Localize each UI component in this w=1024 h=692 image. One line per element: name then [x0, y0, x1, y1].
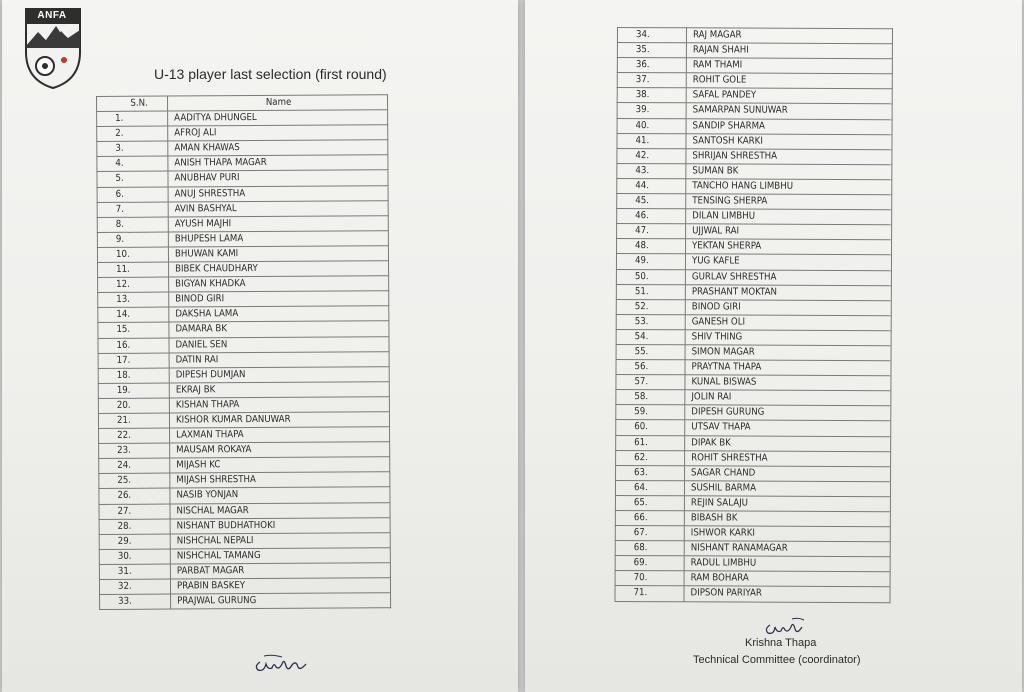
row-serial-number: 62. — [616, 450, 685, 465]
table-row — [98, 397, 389, 414]
row-player-name: SHRIJAN SHRESTHA — [686, 149, 892, 165]
table-header-row — [97, 95, 388, 112]
table-row — [617, 224, 892, 240]
table-row — [617, 148, 892, 164]
row-player-name: DATIN RAI — [169, 351, 389, 367]
row-serial-number: 40. — [617, 118, 686, 133]
row-player-name: SAFAL PANDEY — [686, 88, 892, 104]
table-row — [98, 321, 389, 338]
table-row — [617, 73, 892, 89]
table-row — [99, 548, 390, 565]
row-serial-number: 36. — [617, 58, 686, 73]
row-serial-number: 33. — [100, 594, 171, 610]
row-player-name: ROHIT GOLE — [686, 73, 892, 89]
row-serial-number: 15. — [98, 322, 169, 338]
table-row — [99, 457, 390, 474]
row-serial-number: 35. — [617, 43, 686, 58]
row-serial-number: 34. — [617, 28, 686, 43]
row-player-name: NASIB YONJAN — [170, 487, 390, 503]
table-row — [617, 58, 892, 74]
row-serial-number: 30. — [99, 549, 170, 565]
row-player-name: DANIEL SEN — [169, 336, 389, 352]
row-serial-number: 10. — [97, 247, 168, 263]
row-player-name: BHUWAN KAMI — [168, 246, 388, 262]
table-row — [616, 375, 891, 391]
table-row — [615, 556, 890, 572]
row-serial-number: 66. — [615, 510, 684, 525]
table-row — [99, 487, 390, 504]
table-row — [99, 517, 390, 534]
table-row — [616, 450, 891, 466]
row-player-name: JOLIN RAI — [685, 390, 891, 406]
row-player-name: ROHIT SHRESTHA — [685, 450, 891, 466]
row-player-name: KISHOR KUMAR DANUWAR — [169, 412, 389, 428]
row-serial-number: 55. — [616, 344, 685, 359]
row-serial-number: 19. — [98, 383, 169, 399]
row-player-name: ANUJ SHRESTHA — [168, 185, 388, 201]
table-row — [617, 194, 892, 210]
row-player-name: NISHANT BUDHATHOKI — [170, 517, 390, 533]
row-player-name: SANDIP SHARMA — [686, 118, 892, 134]
row-serial-number: 43. — [617, 163, 686, 178]
table-row — [97, 246, 388, 263]
row-serial-number: 32. — [99, 579, 170, 595]
row-player-name: TENSING SHERPA — [686, 194, 892, 210]
row-player-name: PARBAT MAGAR — [170, 563, 390, 579]
row-serial-number: 20. — [98, 398, 169, 414]
row-serial-number: 37. — [617, 73, 686, 88]
row-serial-number: 24. — [99, 458, 170, 474]
row-player-name: MIJASH KC — [170, 457, 390, 473]
table-row — [616, 435, 891, 451]
row-player-name: DIPESH DUMJAN — [169, 366, 389, 382]
row-player-name: AYUSH MAJHI — [168, 215, 388, 231]
row-player-name: BIGYAN KHADKA — [169, 276, 389, 292]
left-page — [2, 0, 518, 692]
row-serial-number: 59. — [616, 405, 685, 420]
table-row — [98, 412, 389, 429]
table-row — [99, 472, 390, 489]
row-player-name: PRAYTNA THAPA — [685, 360, 891, 376]
row-player-name: DILAN LIMBHU — [686, 209, 892, 225]
table-row — [615, 480, 890, 496]
row-player-name: DIPAK BK — [685, 435, 891, 451]
header-sn: S.N. — [97, 96, 168, 112]
row-player-name: AFROJ ALI — [168, 125, 388, 141]
table-row — [98, 306, 389, 323]
row-player-name: SUSHIL BARMA — [684, 481, 890, 497]
table-row — [616, 344, 891, 360]
table-row — [616, 465, 891, 481]
table-row — [99, 532, 390, 549]
table-row — [99, 563, 390, 580]
row-player-name: TANCHO HANG LIMBHU — [686, 179, 892, 195]
row-serial-number: 1. — [97, 111, 168, 127]
row-player-name: SANTOSH KARKI — [686, 133, 892, 149]
row-serial-number: 28. — [99, 519, 170, 535]
row-serial-number: 7. — [97, 202, 168, 218]
table-row — [616, 329, 891, 345]
row-serial-number: 38. — [617, 88, 686, 103]
row-serial-number: 29. — [99, 534, 170, 550]
row-player-name: AADITYA DHUNGEL — [168, 110, 388, 126]
row-serial-number: 71. — [615, 586, 684, 601]
row-serial-number: 6. — [97, 187, 168, 203]
table-row — [97, 231, 388, 248]
row-player-name: BINOD GIRI — [685, 299, 891, 315]
row-serial-number: 53. — [616, 314, 685, 329]
row-player-name: YEKTAN SHERPA — [686, 239, 892, 255]
row-serial-number: 50. — [616, 269, 685, 284]
table-row — [100, 593, 391, 610]
row-serial-number: 11. — [98, 262, 169, 278]
table-row — [615, 571, 890, 587]
table-row — [617, 43, 892, 59]
row-player-name: SAGAR CHAND — [685, 466, 891, 482]
row-player-name: GURLAV SHRESTHA — [685, 269, 891, 285]
row-player-name: DIPSON PARIYAR — [684, 586, 890, 602]
row-serial-number: 47. — [617, 224, 686, 239]
row-player-name: EKRAJ BK — [169, 381, 389, 397]
table-row — [97, 140, 388, 157]
signature-right — [762, 615, 810, 639]
table-row — [617, 133, 892, 149]
row-player-name: NISHCHAL TAMANG — [170, 548, 390, 564]
table-row — [617, 239, 892, 255]
row-player-name: RADUL LIMBHU — [684, 556, 890, 572]
handwritten-signature-icon — [252, 650, 312, 676]
row-player-name: MAUSAM ROKAYA — [170, 442, 390, 458]
table-row — [615, 510, 890, 526]
row-serial-number: 67. — [615, 526, 684, 541]
handwritten-signature-icon — [762, 615, 810, 639]
table-row — [616, 420, 891, 436]
table-row — [98, 276, 389, 293]
table-row — [99, 427, 390, 444]
row-player-name: AMAN KHAWAS — [168, 140, 388, 156]
signer-role: Technical Committee (coordinator) — [693, 654, 861, 666]
row-player-name: KUNAL BISWAS — [685, 375, 891, 391]
row-serial-number: 21. — [98, 413, 169, 429]
row-player-name: SIMON MAGAR — [685, 345, 891, 361]
table-row — [617, 209, 892, 225]
row-serial-number: 3. — [97, 141, 168, 157]
table-row — [617, 163, 892, 179]
row-player-name: DIPESH GURUNG — [685, 405, 891, 421]
row-serial-number: 16. — [98, 338, 169, 354]
table-row — [615, 495, 890, 511]
table-row — [616, 405, 891, 421]
row-serial-number: 22. — [99, 428, 170, 444]
row-serial-number: 64. — [615, 480, 684, 495]
row-serial-number: 51. — [616, 284, 685, 299]
table-row — [98, 381, 389, 398]
logo-text: ANFA — [37, 10, 67, 21]
row-player-name: SHIV THING — [685, 330, 891, 346]
table-row — [99, 442, 390, 459]
row-player-name: REJIN SALAJU — [684, 496, 890, 512]
table-row — [98, 291, 389, 308]
table-row — [615, 586, 890, 602]
table-row — [97, 170, 388, 187]
table-row — [617, 103, 892, 119]
table-row — [615, 526, 890, 542]
row-player-name: NISCHAL MAGAR — [170, 502, 390, 518]
player-table-right — [614, 27, 893, 603]
row-player-name: PRAJWAL GURUNG — [171, 593, 391, 609]
table-row — [617, 118, 892, 134]
row-serial-number: 9. — [97, 232, 168, 248]
row-serial-number: 52. — [616, 299, 685, 314]
table-row — [617, 88, 892, 104]
row-player-name: UJJWAL RAI — [686, 224, 892, 240]
table-row — [617, 28, 892, 44]
row-player-name: UTSAV THAPA — [685, 420, 891, 436]
row-player-name: PRASHANT MOKTAN — [685, 284, 891, 300]
row-serial-number: 26. — [99, 488, 170, 504]
row-player-name: PRABIN BASKEY — [170, 578, 390, 594]
table-row — [99, 502, 390, 519]
header-name: Name — [168, 95, 388, 111]
table-row — [98, 366, 389, 383]
table-row — [97, 200, 388, 217]
table-row — [616, 360, 891, 376]
row-serial-number: 27. — [99, 504, 170, 520]
row-serial-number: 60. — [616, 420, 685, 435]
row-player-name: SUMAN BK — [686, 164, 892, 180]
row-serial-number: 44. — [617, 178, 686, 193]
table-row — [97, 215, 388, 232]
table-row — [616, 314, 891, 330]
row-serial-number: 13. — [98, 292, 169, 308]
table-row — [617, 178, 892, 194]
row-serial-number: 61. — [616, 435, 685, 450]
row-player-name: RAJAN SHAHI — [686, 43, 892, 59]
row-player-name: BIBASH BK — [684, 511, 890, 527]
row-player-name: BIBEK CHAUDHARY — [169, 261, 389, 277]
row-serial-number: 46. — [617, 209, 686, 224]
table-row — [97, 110, 388, 127]
row-player-name: GANESH OLI — [685, 315, 891, 331]
table-row — [98, 336, 389, 353]
row-serial-number: 70. — [615, 571, 684, 586]
row-player-name: KISHAN THAPA — [169, 397, 389, 413]
row-player-name: AVIN BASHYAL — [168, 200, 388, 216]
row-player-name: YUG KAFLE — [685, 254, 891, 270]
table-row — [616, 299, 891, 315]
table-row — [616, 284, 891, 300]
table-row — [99, 578, 390, 595]
row-player-name: DAKSHA LAMA — [169, 306, 389, 322]
row-serial-number: 31. — [99, 564, 170, 580]
row-serial-number: 14. — [98, 307, 169, 323]
table-row — [97, 125, 388, 142]
table-row — [615, 541, 890, 557]
row-serial-number: 65. — [615, 495, 684, 510]
row-serial-number: 56. — [616, 360, 685, 375]
table-row — [616, 254, 891, 270]
row-serial-number: 58. — [616, 390, 685, 405]
row-serial-number: 45. — [617, 194, 686, 209]
row-player-name: ISHWOR KARKI — [684, 526, 890, 542]
row-serial-number: 42. — [617, 148, 686, 163]
document-title: U-13 player last selection (first round) — [154, 66, 387, 82]
table-row — [98, 351, 389, 368]
table-row — [616, 269, 891, 285]
row-serial-number: 17. — [98, 353, 169, 369]
table-row — [97, 185, 388, 202]
row-serial-number: 69. — [615, 556, 684, 571]
table-row — [98, 261, 389, 278]
table-row — [616, 390, 891, 406]
row-player-name: NISHCHAL NEPALI — [170, 532, 390, 548]
row-serial-number: 5. — [97, 172, 168, 188]
row-serial-number: 41. — [617, 133, 686, 148]
anfa-logo — [24, 8, 84, 90]
row-serial-number: 68. — [615, 541, 684, 556]
row-serial-number: 12. — [98, 277, 169, 293]
row-serial-number: 57. — [616, 375, 685, 390]
right-page — [525, 0, 1022, 692]
row-serial-number: 54. — [616, 329, 685, 344]
signature-left — [252, 650, 312, 676]
row-player-name: LAXMAN THAPA — [170, 427, 390, 443]
row-player-name: ANISH THAPA MAGAR — [168, 155, 388, 171]
row-serial-number: 4. — [97, 156, 168, 172]
row-player-name: RAM THAMI — [686, 58, 892, 74]
row-player-name: SAMARPAN SUNUWAR — [686, 103, 892, 119]
row-serial-number: 2. — [97, 126, 168, 142]
row-player-name: BHUPESH LAMA — [168, 231, 388, 247]
row-player-name: RAJ MAGAR — [686, 28, 892, 44]
row-player-name: NISHANT RANAMAGAR — [684, 541, 890, 557]
row-serial-number: 18. — [98, 368, 169, 384]
row-serial-number: 8. — [97, 217, 168, 233]
row-serial-number: 39. — [617, 103, 686, 118]
row-player-name: RAM BOHARA — [684, 571, 890, 587]
player-table-left — [96, 94, 391, 610]
row-player-name: MIJASH SHRESTHA — [170, 472, 390, 488]
row-player-name: DAMARA BK — [169, 321, 389, 337]
row-serial-number: 49. — [616, 254, 685, 269]
table-row — [97, 155, 388, 172]
row-serial-number: 63. — [616, 465, 685, 480]
row-player-name: ANUBHAV PURI — [168, 170, 388, 186]
row-serial-number: 25. — [99, 473, 170, 489]
signer-name: Krishna Thapa — [745, 637, 817, 649]
row-serial-number: 23. — [99, 443, 170, 459]
row-serial-number: 48. — [617, 239, 686, 254]
row-player-name: BINOD GIRI — [169, 291, 389, 307]
